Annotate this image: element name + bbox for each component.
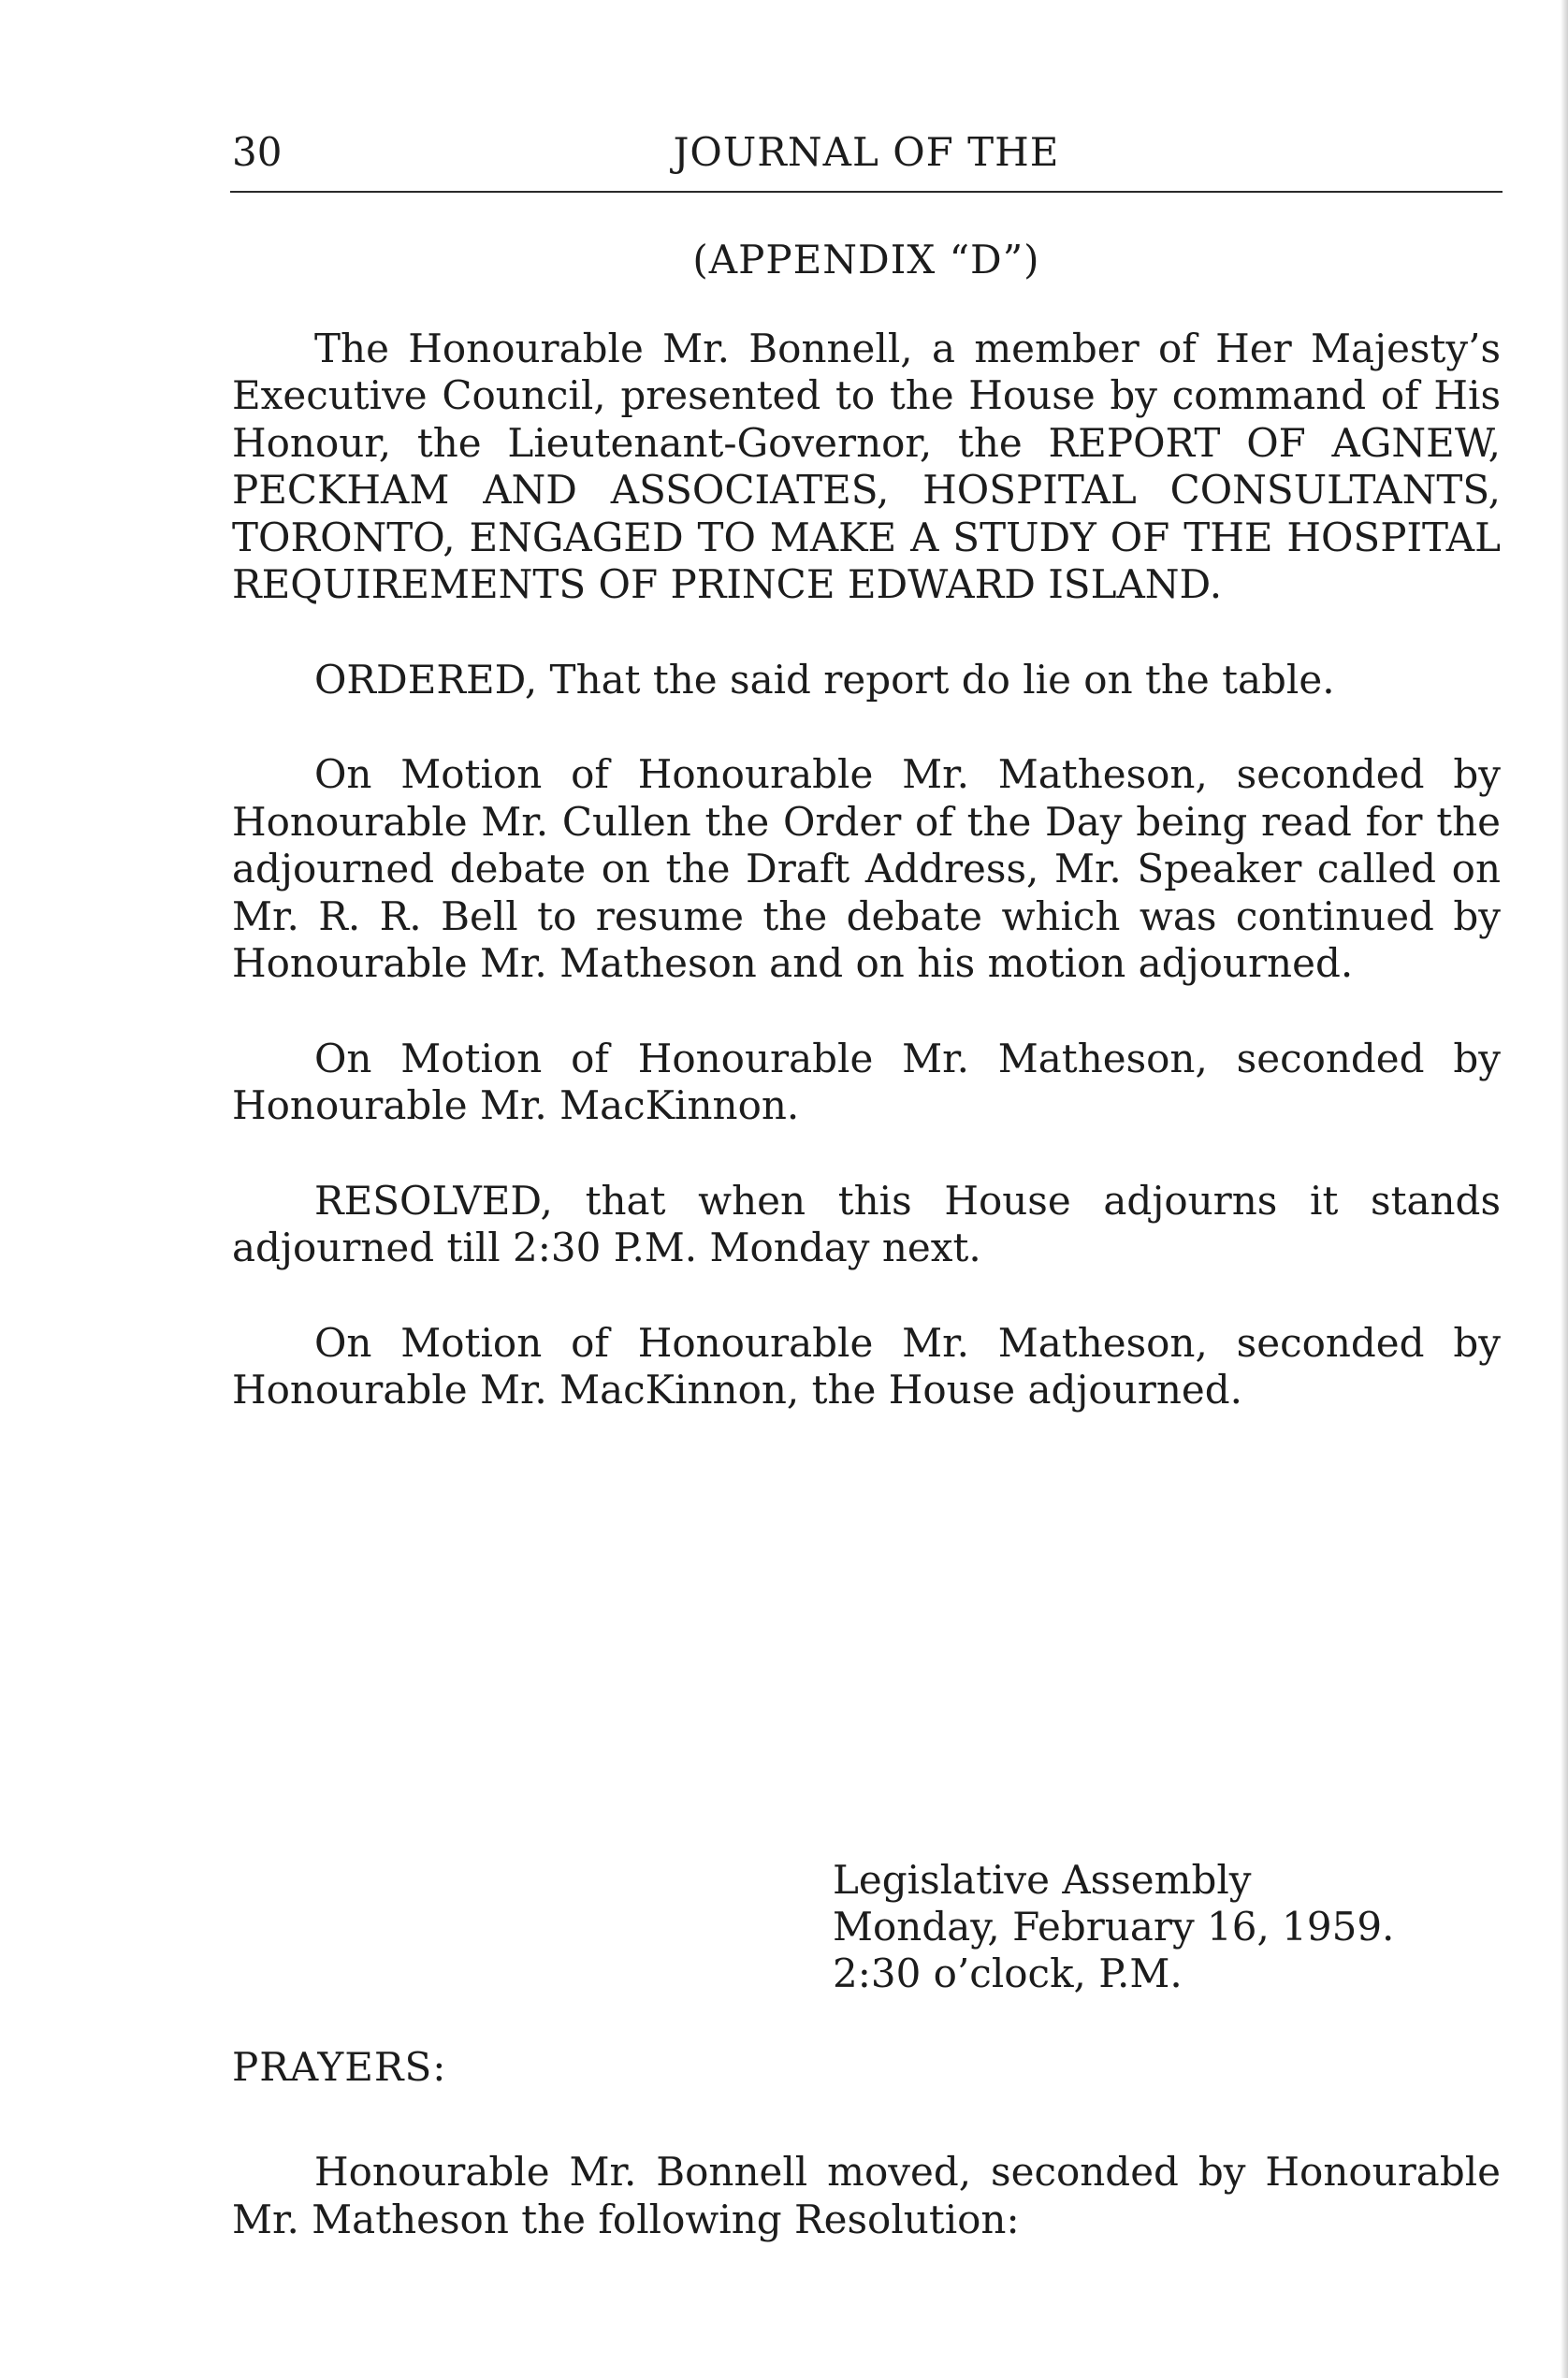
appendix-heading: (APPENDIX “D”) [692,237,1040,283]
page-edge-shadow [1561,0,1568,2378]
paragraph-motion: On Motion of Honourable Mr. Matheson, seconded by Honourable Mr. MacKinnon. [232,1035,1501,1128]
paragraph-resolution-moved: Honourable Mr. Bonnell moved, seconded by Honourable Mr. Matheson the following Resolution: [232,2149,1501,2242]
body-text [232,237,1501,1414]
running-title: JOURNAL OF THE [673,129,1060,175]
paragraph-draft-address-debate: On Motion of Honourable Mr. Matheson, seconded by Honourable Mr. Cullen the Order of the Day being read for the adjourned debate on the Draft Address, Mr. Speaker called on Mr. R. R. Bell to resume the debate which was continued by Honourable Mr. Matheson and on his motion adjourned. [232,751,1501,986]
header-rule [230,191,1503,193]
page-number: 30 [232,129,283,175]
sitting-date: Monday, February 16, 1959. [833,1904,1395,1950]
running-head [232,129,1501,185]
sitting-assembly-name: Legislative Assembly [833,1857,1252,1903]
sitting-time: 2:30 o’clock, P.M. [833,1950,1183,1996]
prayers-label: PRAYERS: [232,2044,447,2090]
paragraph-house-adjourned: On Motion of Honourable Mr. Matheson, seconded by Honourable Mr. MacKinnon, the House adjourned. [232,1319,1501,1413]
paragraph-report-presented: The Honourable Mr. Bonnell, a member of Her Majesty’s Executive Council, presented to the House by command of His Honour, the Lieutenant-Governor, the REPORT OF AGNEW, PECKHAM AND ASSOCIATES, HOSPITAL CONSULTANTS, TORONTO, ENGAGED TO MAKE A STUDY OF THE HOSPITAL REQUIREMENTS OF PRINCE EDWARD ISLAND. [232,325,1501,607]
sitting-date-block [833,1857,1394,1997]
paragraph-resolved: RESOLVED, that when this House adjourns it stands adjourned till 2:30 P.M. Monday next. [232,1177,1501,1270]
paragraph-ordered: ORDERED, That the said report do lie on the table. [314,656,1335,703]
